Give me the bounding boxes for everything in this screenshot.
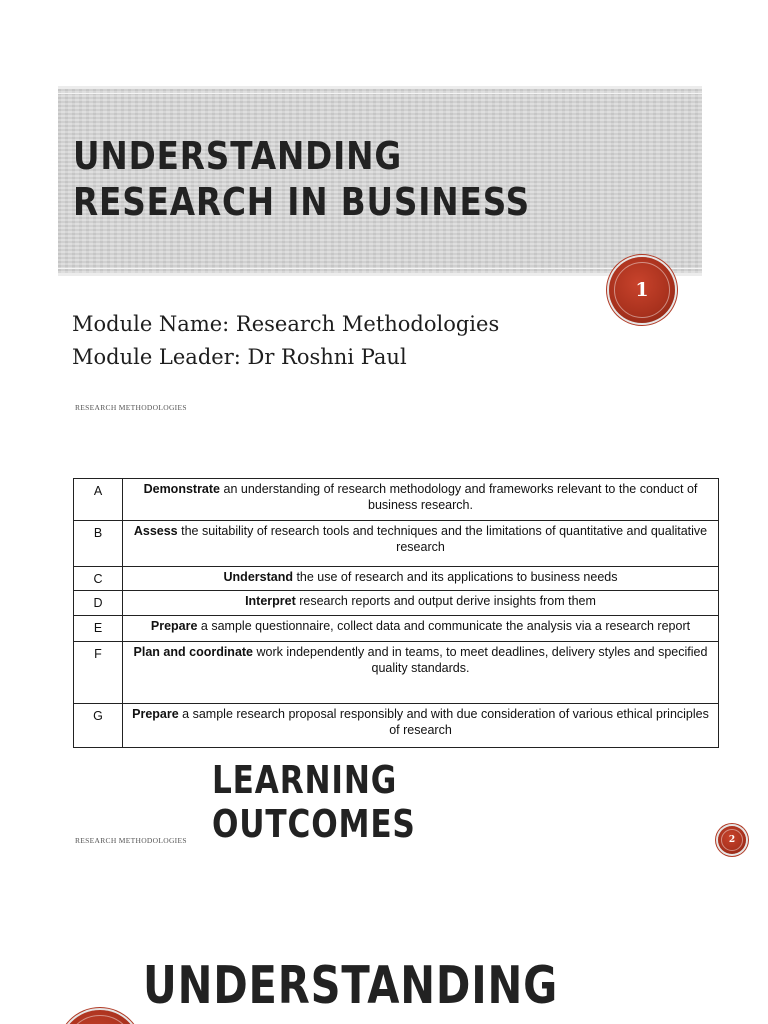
outcome-description [123,521,719,567]
slide-title: UNDERSTANDING [143,956,559,1016]
outcome-verb: Interpret [245,594,296,608]
module-leader: Module Leader: Dr Roshni Paul [72,345,407,369]
slide-2 [0,430,768,860]
outcome-description [123,704,719,748]
outcome-text: a sample questionnaire, collect data and communicate the analysis via a research report [197,619,691,633]
outcome-text: an understanding of research methodology and frameworks relevant to the conduct of business research. [220,482,701,512]
slide-1 [0,0,768,430]
module-name: Module Name: Research Methodologies [72,312,500,336]
outcome-text: the use of research and its applications to business needs [292,570,618,584]
outcome-text: the suitability of research tools and techniques and the limitations of quantitative and qualitative research [177,524,711,554]
outcome-verb: Assess [133,524,178,538]
table-row [74,704,719,748]
outcome-text: research reports and output derive insights from them [295,594,596,608]
outcome-description [123,616,719,642]
page-number: 1 [635,279,649,301]
slide-footer: RESEARCH METHODOLOGIES [75,836,187,845]
outcome-text: work independently and in teams, to meet deadlines, delivery styles and specified quality standards. [253,645,711,675]
outcome-verb: Understand [223,570,293,584]
page-number: 2 [728,835,736,845]
outcome-description [123,567,719,591]
table-row [74,567,719,591]
outcome-letter: B [74,521,123,567]
page-number-badge [718,826,746,854]
outcome-letter: F [74,642,123,704]
outcome-text: a sample research proposal responsibly and with due consideration of various ethical principles of research [178,707,713,737]
table-row [74,479,719,521]
slide-footer: RESEARCH METHODOLOGIES [75,403,187,412]
outcome-letter: G [74,704,123,748]
outcome-verb: Plan and coordinate [133,645,254,659]
table-row [74,521,719,567]
table-row [74,616,719,642]
outcome-verb: Demonstrate [143,482,221,496]
page-number-badge [609,257,675,323]
outcome-description [123,642,719,704]
outcome-description [123,479,719,521]
outcome-description [123,591,719,616]
learning-outcomes-title: LEARNING OUTCOMES [212,758,416,846]
page-number-badge [60,1010,140,1024]
outcome-letter: A [74,479,123,521]
outcome-verb: Prepare [150,619,198,633]
outcome-letter: E [74,616,123,642]
learning-outcomes-table [73,478,719,748]
slide-title: UNDERSTANDING RESEARCH IN BUSINESS [73,134,531,224]
outcome-letter: D [74,591,123,616]
slide-3 [0,860,768,1024]
table-row [74,591,719,616]
outcome-letter: C [74,567,123,591]
table-row [74,642,719,704]
outcome-verb: Prepare [132,707,179,721]
